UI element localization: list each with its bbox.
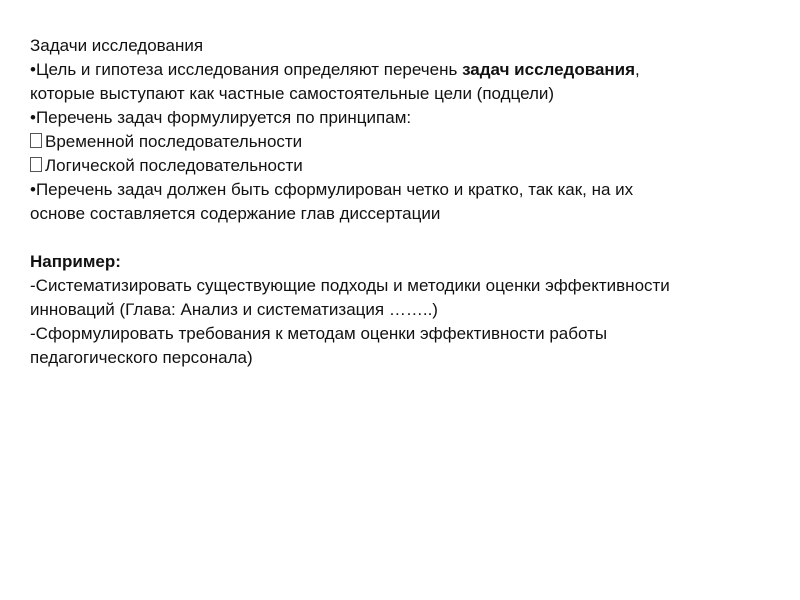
sub-item-text: Временной последовательности xyxy=(45,132,303,151)
bullet-marker: • xyxy=(30,108,36,127)
example-line-4: педагогического персонала) xyxy=(30,348,253,367)
bullet-text: Перечень задач должен быть сформулирован четко и кратко, так как, на их xyxy=(35,180,634,199)
bullet-text-after: , xyxy=(635,60,640,79)
sub-item-2 xyxy=(30,154,785,178)
bullet-text-before: Цель и гипотеза исследования определяют перечень xyxy=(35,60,463,79)
bullet-text-bold: задач исследования xyxy=(462,60,636,79)
bullet-marker: • xyxy=(30,60,36,79)
bullet-item-1-continuation: которые выступают как частные самостоятельные цели (подцели) xyxy=(30,84,555,103)
slide-title: Задачи исследования xyxy=(30,36,204,55)
spacer xyxy=(30,226,785,250)
bullet-text: Перечень задач формулируется по принципам: xyxy=(35,108,412,127)
example-line-3: -Сформулировать требования к методам оценки эффективности работы xyxy=(30,324,608,343)
bullet-item-2 xyxy=(30,106,785,130)
checkbox-glyph-icon xyxy=(30,133,42,148)
slide-content xyxy=(30,34,785,370)
checkbox-glyph-icon xyxy=(30,157,42,172)
bullet-marker: • xyxy=(30,180,36,199)
sub-item-text: Логической последовательности xyxy=(45,156,303,175)
sub-item-1 xyxy=(30,130,785,154)
bullet-item-3 xyxy=(30,178,785,202)
example-line-2: инноваций (Глава: Анализ и систематизация ……..) xyxy=(30,300,438,319)
example-heading: Например: xyxy=(30,252,121,271)
bullet-item-3-continuation: основе составляется содержание глав диссертации xyxy=(30,204,441,223)
bullet-item-1 xyxy=(30,58,785,82)
example-line-1: -Систематизировать существующие подходы и методики оценки эффективности xyxy=(30,276,670,295)
